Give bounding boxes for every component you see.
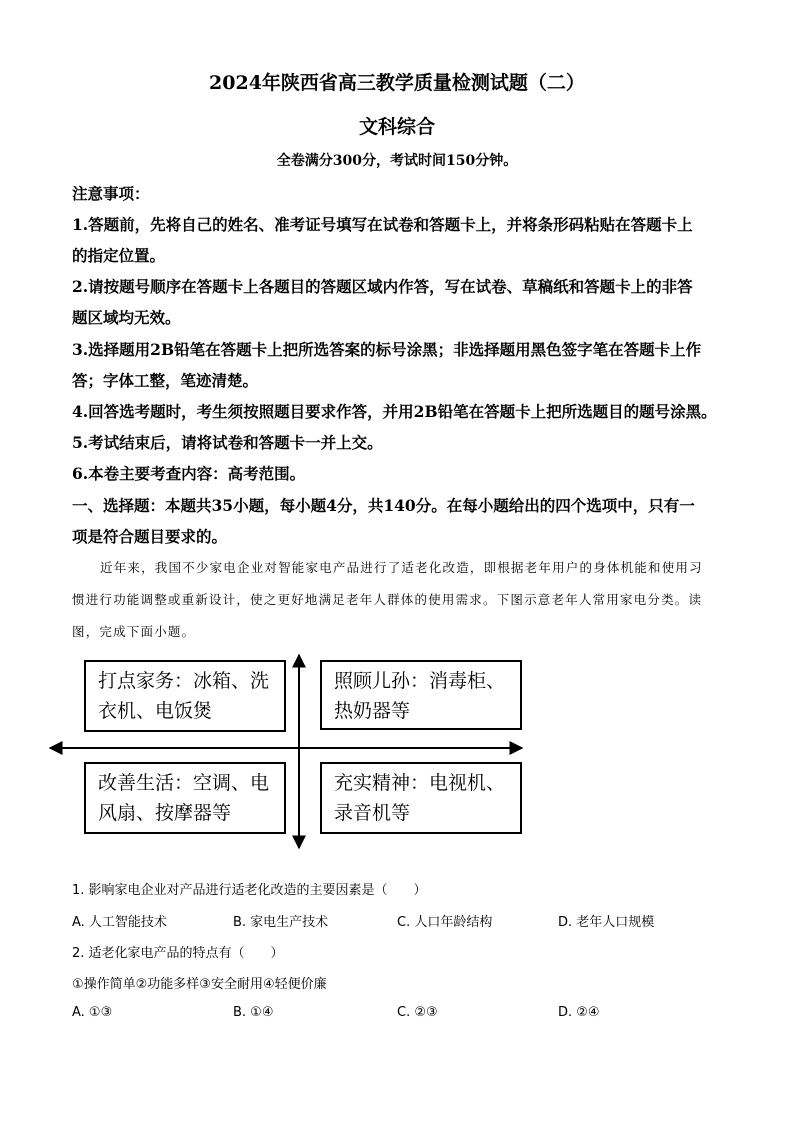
notes-heading: 注意事项：: [72, 184, 150, 203]
page-title: 2024年陕西省高三教学质量检测试题（二）: [209, 72, 585, 94]
note-2-line-1: 2.请按题号顺序在答题卡上各题目的答题区域内作答，写在试卷、草稿纸和答题卡上的非答: [72, 277, 693, 296]
page-subtitle: 文科综合: [358, 116, 435, 138]
intro-line-2: 惯进行功能调整或重新设计，使之更好地满足老年人群体的使用需求。下图示意老年人常用家电分类。读: [72, 592, 703, 607]
score-line: 全卷满分300分，考试时间150分钟。: [276, 153, 518, 169]
intro-line-1: 近年来，我国不少家电企业对智能家电产品进行了适老化改造，即根据老年用户的身体机能和使用习: [100, 560, 703, 575]
intro-line-3: 图，完成下面小题。: [72, 624, 196, 639]
box-enrich-spirit: 充实精神：电视机、录音机等: [320, 762, 522, 834]
note-3-line-1: 3.选择题用2B铅笔在答题卡上把所选答案的标号涂黑；非选择题用黑色签字笔在答题卡上作: [72, 340, 702, 359]
note-5: 5.考试结束后，请将试卷和答题卡一并上交。: [72, 433, 383, 452]
section-heading-line-2: 项是符合题目要求的。: [72, 527, 228, 546]
question-2-option-d: D. ②④: [558, 1005, 600, 1020]
box-care-grandchildren: 照顾儿孙：消毒柜、热奶器等: [320, 660, 522, 730]
note-4: 4.回答选考题时，考生须按照题目要求作答，并用2B铅笔在答题卡上把所选题目的题号涂黑。: [72, 402, 717, 421]
section-heading-line-1: 一、选择题：本题共35小题，每小题4分，共140分。在每小题给出的四个选项中，只有一: [72, 496, 695, 515]
question-1-option-b: B. 家电生产技术: [233, 915, 329, 930]
question-2-option-b: B. ①④: [233, 1005, 274, 1020]
question-1-option-d: D. 老年人口规模: [558, 915, 655, 930]
note-1-line-1: 1.答题前，先将自己的姓名、准考证号填写在试卷和答题卡上，并将条形码粘贴在答题卡上: [72, 215, 693, 234]
question-1-option-a: A. 人工智能技术: [72, 915, 167, 930]
question-1-stem: 1. 影响家电企业对产品进行适老化改造的主要因素是（ ）: [72, 883, 427, 898]
note-1-line-2: 的指定位置。: [72, 246, 166, 265]
question-1-option-c: C. 人口年龄结构: [397, 915, 493, 930]
box-improve-life: 改善生活：空调、电风扇、按摩器等: [84, 762, 286, 834]
question-2-option-a: A. ①③: [72, 1005, 113, 1020]
note-3-line-2: 答；字体工整，笔迹清楚。: [72, 371, 259, 390]
question-2-stem: 2. 适老化家电产品的特点有（ ）: [72, 946, 284, 961]
note-2-line-2: 题区域均无效。: [72, 308, 181, 327]
question-2-items: ①操作简单②功能多样③安全耐用④轻便价廉: [72, 977, 327, 992]
box-housework: 打点家务：冰箱、洗衣机、电饭煲: [84, 660, 286, 732]
note-6: 6.本卷主要考查内容：高考范围。: [72, 464, 306, 483]
question-2-option-c: C. ②③: [397, 1005, 438, 1020]
